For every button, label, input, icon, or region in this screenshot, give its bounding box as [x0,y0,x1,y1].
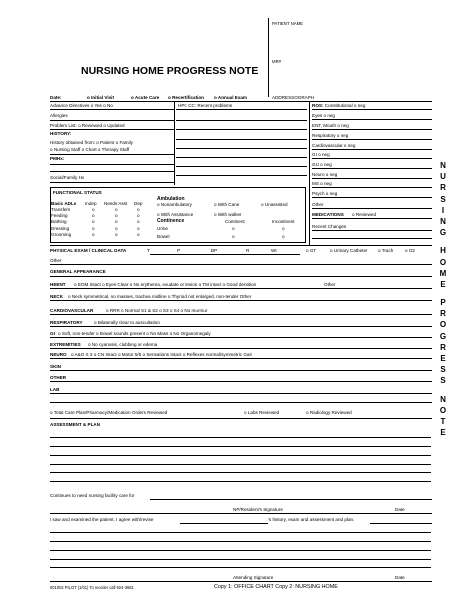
rule [312,230,432,231]
allergies-label: Allergies [50,113,68,118]
nursing-staff: o Nursing Staff o Chart o Therapy Staff [50,147,130,152]
problem-list: Problem List: o Reviewed o Updated [50,123,125,128]
resp-label: R [246,248,250,253]
neck-options: o Neck symmetrical, no masses, trachea midline o Thyroid not enlarged, non-tender Other [68,294,252,299]
date-label: Date: [50,95,62,100]
heent-other: Other [324,282,336,287]
side-title-letter: P [440,298,446,308]
rule [312,168,432,169]
adl-checkbox[interactable]: o [137,219,140,224]
rule [50,245,432,246]
neuro-label: NEURO [50,352,67,357]
side-title-letter: E [440,428,446,438]
rule [176,148,307,149]
continent-header: Continent [225,219,245,224]
bowel-incontinent[interactable]: o [282,234,285,239]
side-title-letter [436,290,450,297]
attending-date-label: Date [395,575,405,580]
side-title-letter: M [439,268,447,278]
ros-other: Other [312,202,324,207]
gt-checkbox[interactable]: o GT [306,248,317,253]
addressograph-label: ADDRESSOGRAPH [272,95,315,100]
medications-label: MEDICATIONS [312,212,344,217]
neuro-options: o A&O X 3 o CN Intact o Motor 5/5 o Sensations Intact o Reflexes normal/symmetric Gait [71,352,252,357]
side-title-letter: N [440,394,446,404]
header-divider [268,18,269,97]
ros-psych: Psych o neg [312,191,338,196]
cardiovascular-label: CARDIOVASCULAR [50,308,94,313]
other-label: OTHER [50,375,67,380]
rule [50,326,432,327]
side-title-letter: T [440,416,446,426]
ambulation-label: Ambulation [157,196,185,202]
neck-label: NECK [50,294,64,299]
ros-cardiovascular: Cardiovascular o neg [312,143,356,148]
rule [50,182,174,183]
heent-options: o EOM Intact o Eyes Clear o No erythema, exudate or lesion o TM intact o Good dentition [74,282,257,287]
gi-label: GI [50,331,55,336]
saw-examined-label: I saw and examined the patient. I agree with/revise [50,517,154,522]
rule [50,348,432,349]
recertification-checkbox[interactable]: o Recertification [168,95,204,100]
ros-neuro: Neuro o neg [312,172,338,177]
rule [312,218,432,219]
rule [176,139,307,140]
with-cane-checkbox[interactable]: o With Cane [214,202,240,207]
respiratory-options: o Bilaterally clear to auscultation [94,320,160,325]
side-title-letter: S [440,365,446,375]
rule [150,499,432,500]
labs-reviewed-checkbox[interactable]: o Labs Reviewed [244,410,280,415]
rule [312,139,432,140]
basic-adls-label: Basic ADLs [51,201,77,206]
rule [50,288,432,289]
hpi-label: HPI: CC: Recent problems [178,103,233,108]
bowel-label: Bowel [157,234,170,239]
incontinent-header: Incontinent [272,219,295,224]
rule [50,581,432,582]
rule [50,276,432,277]
general-appearance: GENERAL APPEARANCE [50,269,106,274]
continence-label: Continence [157,218,185,224]
urine-incontinent[interactable]: o [282,226,285,231]
visit-line [50,101,432,102]
rule [50,314,432,315]
side-title-letter: I [441,205,445,215]
adl-bathing: Bathing [51,219,67,224]
ros-constitutional [312,104,365,109]
adl-checkbox[interactable]: o [92,219,95,224]
urine-label: Urine [157,226,168,231]
respiratory-label: RESPIRATORY [50,320,83,325]
side-title-letter: N [440,161,446,170]
rule [50,418,432,419]
ros-gu: GU o neg [312,162,332,167]
rule [312,149,432,150]
adl-checkbox[interactable]: o [137,232,140,237]
adl-feeding: Feeding [51,213,68,218]
dep-header: Dep [134,201,143,206]
rule [50,513,432,514]
adl-checkbox[interactable]: o [137,226,140,231]
nonambulatory-checkbox[interactable]: o Nonambulatory [157,202,192,207]
attestation-lines [50,524,431,568]
right-column-divider [309,101,310,245]
pmhx-label: PMHx: [50,156,65,161]
rule [150,254,300,255]
side-title-letter: U [440,172,446,182]
rule [50,402,432,403]
with-walker-checkbox[interactable]: o With walker [214,212,242,217]
adl-checkbox[interactable]: o [92,213,95,218]
rule [312,208,432,209]
radiology-reviewed-checkbox[interactable]: o Radiology Reviewed [306,410,352,415]
skin-label: SKIN [50,364,61,369]
adl-checkbox[interactable]: o [115,219,118,224]
assessment-lines [50,429,431,482]
side-title-letter: G [439,331,447,341]
ros-constitutional-text: Constitutional o neg [324,103,366,108]
urinary-catheter-checkbox[interactable]: o Urinary Catheter [330,248,368,253]
rule [312,129,432,130]
weight-label: Wt [271,248,277,253]
functional-status-title: FUNCTIONAL STATUS [53,190,102,195]
urine-continent[interactable]: o [232,226,235,231]
rule [176,166,307,167]
mr-label: MR# [272,59,282,64]
adl-checkbox[interactable]: o [115,232,118,237]
side-title-letter [436,238,450,245]
rule [312,158,432,159]
indep-header: Indep [85,201,97,206]
rule [312,187,432,188]
extremities-options: o No cyanosis, clubbing or edema [88,342,158,347]
social-family-hx: Social/Family Hx [50,175,85,180]
needs-asst-header: Needs Asst [104,201,128,206]
rule [50,264,432,265]
recent-changes: Recent Changes [312,224,347,229]
unassisted-checkbox[interactable]: o Unassisted [261,202,288,207]
rule [50,300,432,301]
rule [50,171,174,172]
side-title-letter: O [439,257,447,267]
copies-label: Copy 1: OFFICE CHART Copy 2: NURSING HOME [214,584,338,590]
adl-transfers: Transfers [51,207,71,212]
rule [50,337,432,338]
side-title-letter: E [440,279,446,289]
np-date-label: Date [395,507,405,512]
rule [50,393,432,394]
page-title: NURSING HOME PROGRESS NOTE [81,65,259,77]
ros-ent: ENT, Mouth o neg [312,123,349,128]
rule [50,120,174,121]
side-title-letter: R [440,183,446,193]
rule [176,109,307,110]
side-title-letter: S [440,194,446,204]
history-obtained: History obtained from: o Patient o Family [50,140,133,145]
gi-options: o Soft, non-tender o Bowel sounds present o No Mass o No Organomegaly [58,331,211,336]
trach-checkbox[interactable]: o Trach [378,248,394,253]
rule [312,119,432,120]
patient-name-label: PATIENT NAME [272,21,304,26]
rule [50,370,432,371]
initial-visit-checkbox[interactable]: o Initial Visit [87,95,114,100]
adl-checkbox[interactable]: o [92,232,95,237]
rule [50,164,174,165]
side-title [436,160,450,438]
side-title-letter: R [440,309,446,319]
rule [312,109,432,110]
side-title-letter: E [440,354,446,363]
heent-label: HEENT [50,282,66,287]
lab-label: LAB [50,387,60,392]
side-title-letter: O [439,405,447,415]
ros-ms: MS o neg [312,181,332,186]
rule [312,197,432,198]
rule [50,358,432,359]
ros-eyes: Eyes o neg [312,113,335,118]
exam-other-top: Other [50,258,62,263]
medications-reviewed[interactable]: o Reviewed [352,212,377,217]
with-assistance-checkbox[interactable]: o With Assistance [157,212,194,217]
rule [312,178,432,179]
physical-exam-label: PHYSICAL EXAM / CLINICAL DATA [50,248,127,253]
rule [176,157,307,158]
np-signature-label: NP/Resident's Signature [233,507,283,512]
reorder-label: 001002 PILOT (1/01) To reorder call 924-3681 [50,585,134,590]
adl-checkbox[interactable]: o [92,226,95,231]
side-title-letter: O [439,320,447,330]
adl-grooming: Grooming [51,232,72,237]
bp-label: BP [211,248,218,253]
advance-directives: Advance Directives o Yes o No [50,103,113,108]
rule [176,175,307,176]
ros-title: ROS: [312,103,324,108]
adl-checkbox[interactable]: o [115,207,118,212]
assessment-plan-label: ASSESSMENT & PLAN [50,422,101,427]
side-title-letter: H [440,246,446,256]
o2-checkbox[interactable]: o O2 [405,248,415,253]
rule [50,129,174,130]
side-title-letter: N [440,216,446,226]
rule [176,120,307,121]
side-title-letter: G [439,228,447,238]
cardiovascular-options: o RRR o Normal S1 & S2 o S3 o S4 o No murmur [106,308,208,313]
pulse-label: P [177,248,181,253]
ros-respiratory: Respiratory o neg [312,133,349,138]
side-title-letter: S [440,376,446,386]
rule [50,381,432,382]
continues-label: Continues to need nursing facility care for [50,493,135,498]
rule [50,109,174,110]
acute-care-checkbox[interactable]: o Acute Care [131,95,160,100]
rule [312,238,432,239]
rule [176,129,307,130]
rule [50,154,174,155]
history-exam-label: 's history, exam and assessment and plan. [268,517,355,522]
left-column-divider [174,101,175,185]
side-title-letter: R [440,342,446,352]
ros-gi: GI o neg [312,152,330,157]
adl-dressing: Dressing [51,226,70,231]
care-plan-checkbox[interactable]: o Total Care Plan/Pharmacy/Medication Orders Reviewed [50,410,168,415]
adl-checkbox[interactable]: o [115,213,118,218]
side-title-letter [436,387,450,394]
annual-exam-checkbox[interactable]: o Annual Exam [214,95,248,100]
adl-checkbox[interactable]: o [92,207,95,212]
attending-signature-label: Attending Signature [233,575,274,580]
temp-label: T [147,248,150,253]
bowel-continent[interactable]: o [232,234,235,239]
adl-checkbox[interactable]: o [137,213,140,218]
history-heading: HISTORY: [50,131,72,136]
adl-checkbox[interactable]: o [115,226,118,231]
adl-checkbox[interactable]: o [137,207,140,212]
extremities-label: EXTREMITIES [50,342,81,347]
